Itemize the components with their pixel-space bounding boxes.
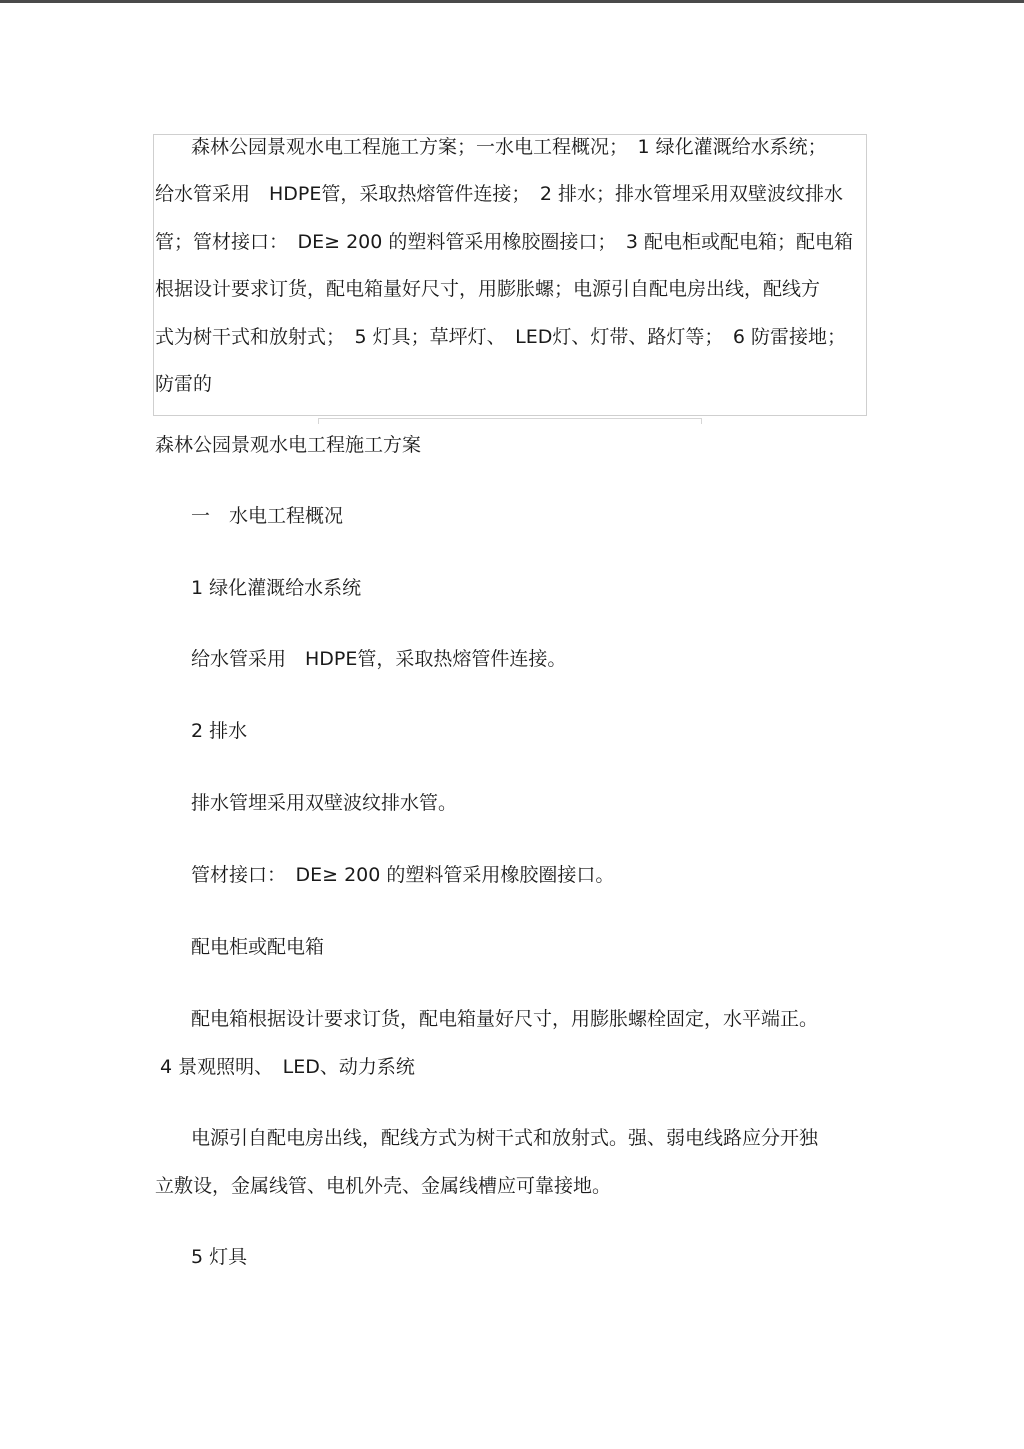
summary-box [153, 134, 867, 416]
item-4-heading: 4 景观照明、 LED、动力系统 [160, 1056, 415, 1078]
summary-line-3: 管；管材接口： DE≥ 200 的塑料管采用橡胶圈接口； 3 配电柜或配电箱；配电箱 [155, 231, 854, 253]
summary-line-2: 给水管采用 HDPE管，采取热熔管件连接； 2 排水；排水管埋采用双壁波纹排水 [155, 183, 844, 205]
item-2-text-2: 管材接口： DE≥ 200 的塑料管采用橡胶圈接口。 [191, 864, 615, 886]
item-1-heading: 1 绿化灌溉给水系统 [191, 577, 362, 599]
item-4-text-2: 立敷设，金属线管、电机外壳、金属线槽应可靠接地。 [155, 1175, 612, 1197]
summary-line-4: 根据设计要求订货，配电箱量好尺寸，用膨胀螺；电源引自配电房出线，配线方 [155, 278, 821, 300]
summary-line-1: 森林公园景观水电工程施工方案；一水电工程概况； 1 绿化灌溉给水系统； [191, 136, 827, 158]
document-title: 森林公园景观水电工程施工方案 [155, 434, 422, 456]
summary-line-5: 式为树干式和放射式； 5 灯具；草坪灯、 LED灯、灯带、路灯等； 6 防雷接地； [155, 326, 846, 348]
item-2-heading: 2 排水 [191, 720, 248, 742]
summary-box-tab [318, 418, 702, 424]
item-1-text: 给水管采用 HDPE管，采取热熔管件连接。 [191, 648, 567, 670]
section-heading: 一 水电工程概况 [191, 505, 344, 527]
item-3-heading: 配电柜或配电箱 [191, 936, 325, 958]
item-4-text-1: 电源引自配电房出线，配线方式为树干式和放射式。强、弱电线路应分开独 [191, 1127, 819, 1149]
summary-line-6: 防雷的 [155, 373, 213, 395]
item-3-text: 配电箱根据设计要求订货，配电箱量好尺寸，用膨胀螺栓固定，水平端正。 [191, 1008, 819, 1030]
item-2-text-1: 排水管埋采用双壁波纹排水管。 [191, 792, 458, 814]
top-border-rule [0, 0, 1024, 3]
item-5-heading: 5 灯具 [191, 1246, 248, 1268]
